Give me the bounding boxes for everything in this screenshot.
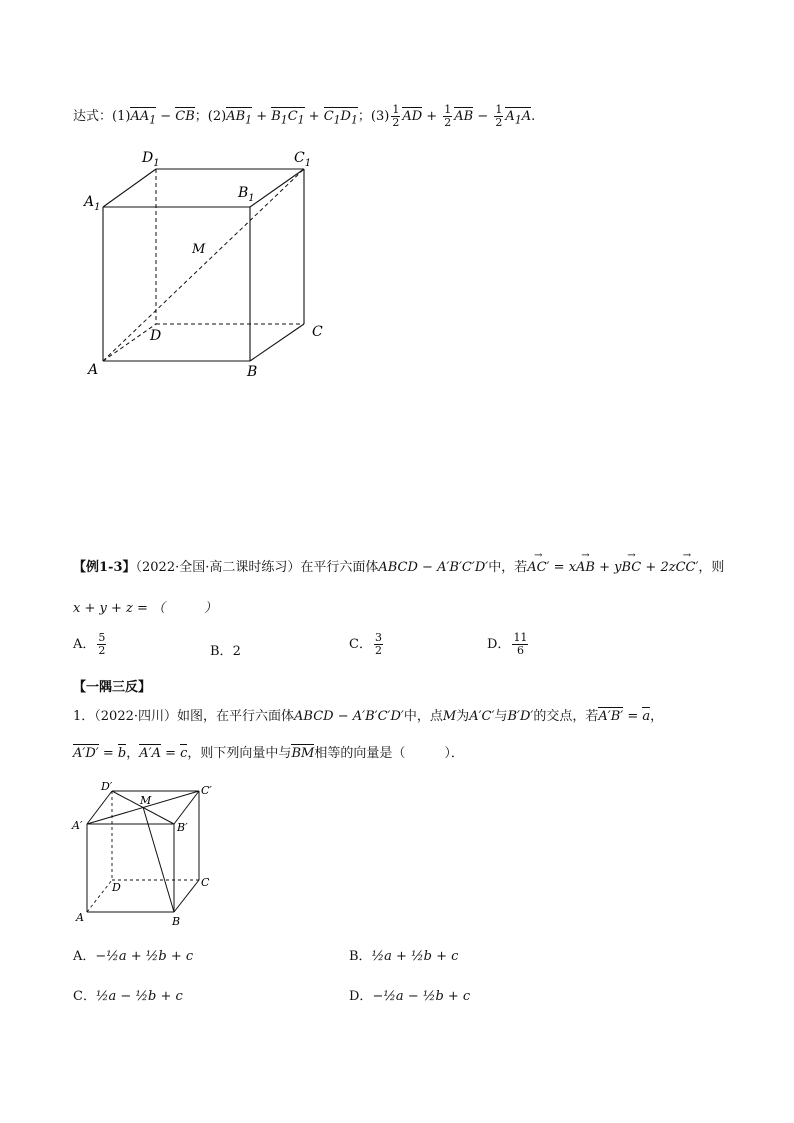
label-a: A (88, 362, 99, 378)
edge-b-prime-c-prime (174, 791, 199, 824)
p1-option-a: A．−½a + ½b + c (73, 949, 194, 964)
label-d: D (112, 881, 121, 894)
expression-prefix: 达式： (73, 109, 113, 124)
vector-a1a: $A_1A$ (505, 109, 532, 127)
fraction-half: $\frac{1}{2}$ (392, 103, 400, 129)
option-a: A． $\frac{5}{2}$ (73, 631, 106, 657)
diagonal-a-c1 (103, 169, 304, 361)
vector-ac-prime: → AC′ (527, 560, 549, 575)
vector-aa1: $AA_1$ (130, 109, 157, 127)
label-b1: $B_1$ (238, 185, 255, 204)
label-b-prime: B′ (177, 821, 188, 834)
label-d1: $D_1$ (142, 150, 160, 169)
vector-ab1: $AB_1$ (226, 109, 253, 127)
edge-a1-d1 (103, 169, 156, 207)
label-c: C (201, 876, 210, 889)
expression-line: 达式：$(1)AA_1$ − CB；$(2)AB_1 + B_1C_1 + C_1D_1$；(3) $\frac{1}{2}$ AD + $\frac{1}{2}$ AB − $\frac{1}{2}$ $A_1A$. (73, 103, 536, 129)
option-c: C． $\frac{3}{2}$ (349, 631, 382, 657)
vector-ab: AB (454, 109, 474, 124)
label-c1: $C_1$ (294, 150, 312, 169)
vector-bm: BM (291, 746, 315, 761)
edge-b-c (174, 880, 199, 912)
label-b: B (247, 364, 258, 380)
segment-b-m (143, 807, 174, 912)
vector-c: c (180, 746, 188, 761)
cube-figure (70, 140, 350, 385)
vector-cc-prime: → CC′ (676, 560, 699, 575)
edge-a-prime-d-prime (87, 791, 112, 824)
vector-c1d1: $C_1D_1$ (323, 109, 358, 127)
label-b: B (172, 915, 181, 928)
problem1-line2: A′D′ = b，A′A = c，则下列向量中与BM相等的向量是（ ）． (73, 746, 464, 761)
fraction-half: $\frac{1}{2}$ (495, 103, 503, 129)
label-c-prime: C′ (201, 784, 212, 797)
label-a-prime: A′ (72, 819, 83, 832)
vector-a-prime-d-prime: A′D′ (73, 746, 99, 761)
vector-b1c1: $B_1C_1$ (271, 109, 305, 127)
part1-label: (1) (112, 109, 131, 124)
edge-a-d-hidden (103, 324, 156, 361)
edge-b-c (250, 324, 304, 361)
option-d: D． $\frac{11}{6}$ (487, 631, 528, 657)
example-tag: 【例1-3】 (73, 560, 136, 575)
example-question: 【例1-3】（2022·全国·高二课时练习）在平行六面体ABCD − A′B′C′D′中，若→ AC′ = x→ AB + y→ BC + 2z→ CC′，则 (73, 556, 724, 575)
label-m: M (192, 242, 206, 257)
vector-a: a (642, 709, 651, 724)
part2-label: (2) (207, 109, 227, 124)
solid-name: ABCD − A′B′C′D′ (378, 560, 489, 575)
p1-option-b: B．½a + ½b + c (349, 949, 459, 964)
option-b: B．2 (210, 644, 241, 659)
vector-a-prime-a: A′A (139, 746, 161, 761)
label-c: C (312, 324, 323, 340)
label-a1: $A_1$ (84, 194, 101, 213)
p1-option-d: D．−½a − ½b + c (349, 989, 471, 1004)
fraction-half: $\frac{1}{2}$ (444, 103, 452, 129)
label-m: M (140, 794, 152, 807)
label-a: A (76, 911, 84, 924)
p1-option-c: C．½a − ½b + c (73, 989, 183, 1004)
vector-ab: → AB (576, 560, 595, 575)
example-line2: x + y + z = （ ） (73, 601, 217, 616)
parallelepiped-figure (68, 778, 228, 930)
label-d-prime: D′ (101, 780, 113, 793)
vector-a-prime-b-prime: A′B′ (598, 709, 624, 724)
vector-bc: → BC (622, 560, 642, 575)
vector-cb: CB (175, 109, 195, 124)
label-d: D (150, 328, 162, 344)
section-heading: 【一隅三反】 (73, 680, 152, 695)
vector-ad: AD (402, 109, 423, 124)
example-source: （2022·全国·高二课时练习） (135, 560, 301, 575)
part3-label: (3) (370, 109, 390, 124)
vector-b: b (117, 746, 127, 761)
edge-b1-c1 (250, 169, 304, 207)
edge-a-d-hidden (87, 880, 112, 912)
problem1-line1: 1．（2022·四川）如图，在平行六面体ABCD − A′B′C′D′中，点M为A′C′与B′D′的交点，若A′B′ = a， (73, 709, 664, 724)
